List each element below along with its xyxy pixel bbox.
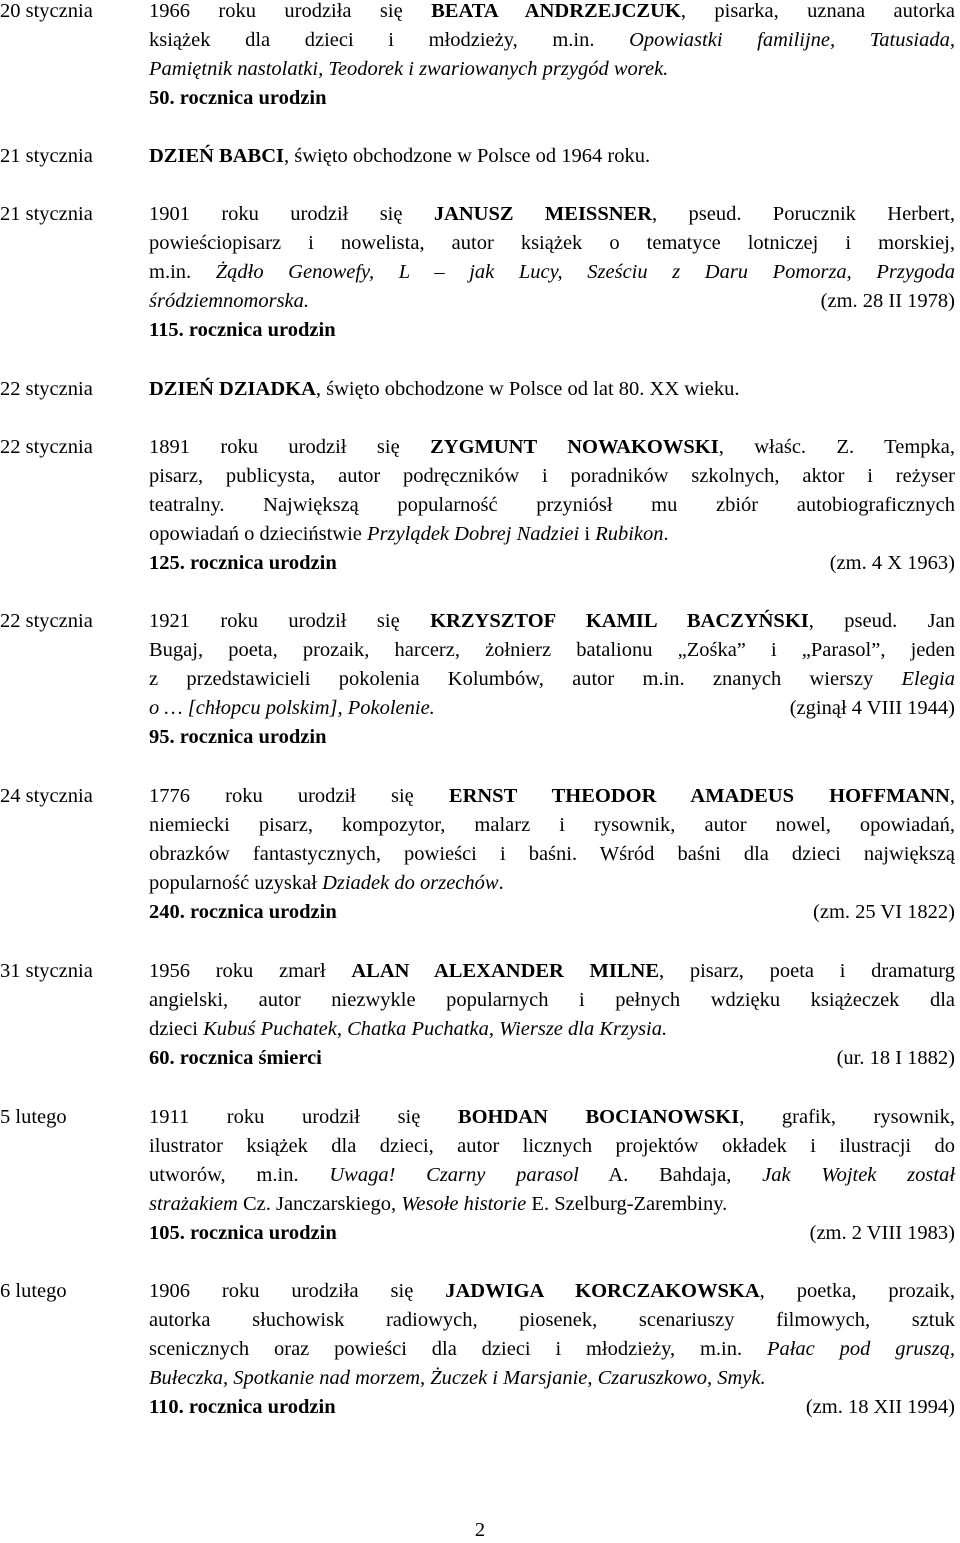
entry-text: 1891 roku urodził się ZYGMUNT NOWAKOWSKI, właśc. Z. Tempka, pisarz, publicysta, autor podręczników i poradników szkolnych, aktor i reżyser teatralny. Największą popularność przyniósł mu zbiór autobiograficznych opowiadań o dzieciństwie Przylądek Dobrej Nadziei i Rubikon. 125. rocznica urodzin (zm. 4 X 1963) bbox=[149, 433, 955, 578]
entry-date: 22 stycznia bbox=[0, 436, 93, 458]
book-titles: Opowiastki familijne, Tatusiada, bbox=[629, 29, 956, 51]
entry-date: 22 stycznia bbox=[0, 378, 93, 400]
book-titles: śródziemnomorska. bbox=[149, 290, 310, 312]
entry-date: 22 stycznia bbox=[0, 610, 93, 632]
anniversary: 60. rocznica śmierci bbox=[149, 1047, 322, 1069]
entry-date: 31 stycznia bbox=[0, 960, 93, 982]
person-name: KRZYSZTOF KAMIL BACZYŃSKI bbox=[430, 610, 809, 632]
entry-text: 1776 roku urodził się ERNST THEODOR AMADEUS HOFFMANN, niemiecki pisarz, kompozytor, malarz i rysownik, autor nowel, opowiadań, obrazków fantastycznych, powieści i baśni. Wśród baśni dla dzieci największą popularność uzyskał Dziadek do orzechów. 240. rocznica urodzin (zm. 25 VI 1822) bbox=[149, 782, 955, 927]
death-date: (zm. 4 X 1963) bbox=[829, 552, 955, 574]
person-name: ERNST THEODOR AMADEUS HOFFMANN bbox=[448, 785, 950, 807]
anniversary: 125. rocznica urodzin bbox=[149, 552, 337, 574]
entry-text: DZIEŃ DZIADKA, święto obchodzone w Polsce od lat 80. XX wieku. bbox=[149, 378, 740, 400]
anniversary: 115. rocznica urodzin bbox=[149, 319, 336, 341]
entry-text: 1901 roku urodził się JANUSZ MEISSNER, pseud. Porucznik Herbert, powieściopisarz i nowelista, autor książek o tematyce lotniczej i morskiej, m.in. Żądło Genowefy, L – jak Lucy, Sześciu z Daru Pomorza, Przygoda śródziemnomorska. (zm. 28 II 1978) 115. rocznica urodzin bbox=[149, 203, 955, 341]
death-date: (zm. 2 VIII 1983) bbox=[809, 1222, 955, 1244]
death-date: (zm. 25 VI 1822) bbox=[813, 901, 955, 923]
entry-date: 21 stycznia bbox=[0, 203, 93, 225]
holiday-name: DZIEŃ BABCI bbox=[149, 145, 284, 167]
entry-text: 1966 roku urodziła się BEATA ANDRZEJCZUK, pisarka, uznana autorka książek dla dzieci i młodzieży, m.in. Opowiastki familijne, Tatusiada, Pamiętnik nastolatki, Teodorek i zwariowanych przygód worek. 50. rocznica urodzin bbox=[149, 0, 956, 109]
book-title: Rubikon bbox=[595, 523, 664, 545]
person-name: ZYGMUNT NOWAKOWSKI bbox=[430, 436, 719, 458]
entry-text: 1956 roku zmarł ALAN ALEXANDER MILNE, pisarz, poeta i dramaturg angielski, autor niezwykle popularnych i pełnych wdzięku książeczek dla dzieci Kubuś Puchatek, Chatka Puchatka, Wiersze dla Krzysia. 60. rocznica śmierci (ur. 18 I 1882) bbox=[149, 957, 955, 1073]
anniversary: 110. rocznica urodzin bbox=[149, 1396, 336, 1418]
anniversary: 105. rocznica urodzin bbox=[149, 1222, 337, 1244]
death-date: (zm. 28 II 1978) bbox=[820, 290, 955, 312]
book-titles: Bułeczka, Spotkanie nad morzem, Żuczek i Marsjanie, Czaruszkowo, Smyk. bbox=[149, 1367, 766, 1389]
book-titles: o … [chłopcu polskim], Pokolenie. bbox=[149, 697, 435, 719]
person-name: BOHDAN BOCIANOWSKI bbox=[457, 1106, 740, 1128]
book-title: strażakiem bbox=[149, 1193, 238, 1215]
death-date: (zginął 4 VIII 1944) bbox=[789, 697, 955, 719]
book-title: Jak Wojtek został bbox=[762, 1164, 956, 1186]
entry-date: 21 stycznia bbox=[0, 145, 93, 167]
person-name: JANUSZ MEISSNER bbox=[433, 203, 653, 225]
page-number: 2 bbox=[474, 1519, 486, 1541]
death-date: (zm. 18 XII 1994) bbox=[805, 1396, 955, 1418]
book-titles: Żądło Genowefy, L – jak Lucy, Sześciu z Daru Pomorza, Przygoda bbox=[215, 261, 955, 283]
book-title: Wesołe historie bbox=[401, 1193, 527, 1215]
entry-text: 1906 roku urodziła się JADWIGA KORCZAKOWSKA, poetka, prozaik, autorka słuchowisk radiowych, piosenek, scenariuszy filmowych, sztuk scenicznych oraz powieści dla dzieci i młodzieży, m.in. Pałac pod gruszą, Bułeczka, Spotkanie nad morzem, Żuczek i Marsjanie, Czaruszkowo, Smyk. 110. rocznica urodzin (zm. 18 XII 1994) bbox=[149, 1277, 955, 1422]
book-titles: Kubuś Puchatek, Chatka Puchatka, Wiersze dla Krzysia. bbox=[203, 1018, 668, 1040]
book-title: Dziadek do orzechów bbox=[322, 872, 499, 894]
book-title: Przylądek Dobrej Nadziei bbox=[367, 523, 580, 545]
anniversary: 240. rocznica urodzin bbox=[149, 901, 337, 923]
book-titles: Pamiętnik nastolatki, Teodorek i zwariowanych przygód worek. bbox=[149, 58, 669, 80]
entry-text: 1911 roku urodził się BOHDAN BOCIANOWSKI, grafik, rysownik, ilustrator książek dla dzieci, autor licznych projektów okładek i ilustracji do utworów, m.in. Uwaga! Czarny parasol A. Bahdaja, Jak Wojtek został strażakiem Cz. Janczarskiego, Wesołe historie E. Szelburg-Zarembiny. 105. rocznica urodzin (zm. 2 VIII 1983) bbox=[149, 1103, 955, 1248]
birth-date: (ur. 18 I 1882) bbox=[836, 1047, 955, 1069]
anniversary: 95. rocznica urodzin bbox=[149, 726, 327, 748]
book-title: Uwaga! Czarny parasol bbox=[329, 1164, 579, 1186]
person-name: BEATA ANDRZEJCZUK bbox=[431, 0, 681, 22]
entry-date: 24 stycznia bbox=[0, 785, 93, 807]
holiday-name: DZIEŃ DZIADKA bbox=[149, 378, 316, 400]
book-title: Pałac pod gruszą, bbox=[766, 1338, 956, 1360]
entry-date: 6 lutego bbox=[0, 1280, 67, 1302]
entry-text: 1921 roku urodził się KRZYSZTOF KAMIL BACZYŃSKI, pseud. Jan Bugaj, poeta, prozaik, harcerz, żołnierz batalionu „Zośka” i „Parasol”, jeden z przedstawicieli pokolenia Kolumbów, autor m.in. znanych wierszy Elegia o … [chłopcu polskim], Pokolenie. (zginął 4 VIII 1944) 95. rocznica urodzin bbox=[149, 610, 955, 748]
book-titles: Elegia bbox=[901, 668, 955, 690]
entry-text: DZIEŃ BABCI, święto obchodzone w Polsce od 1964 roku. bbox=[149, 145, 651, 167]
entry-date: 20 stycznia bbox=[0, 0, 93, 22]
entry-date: 5 lutego bbox=[0, 1106, 67, 1128]
person-name: ALAN ALEXANDER MILNE bbox=[351, 960, 660, 982]
person-name: JADWIGA KORCZAKOWSKA bbox=[445, 1280, 760, 1302]
anniversary: 50. rocznica urodzin bbox=[149, 87, 327, 109]
